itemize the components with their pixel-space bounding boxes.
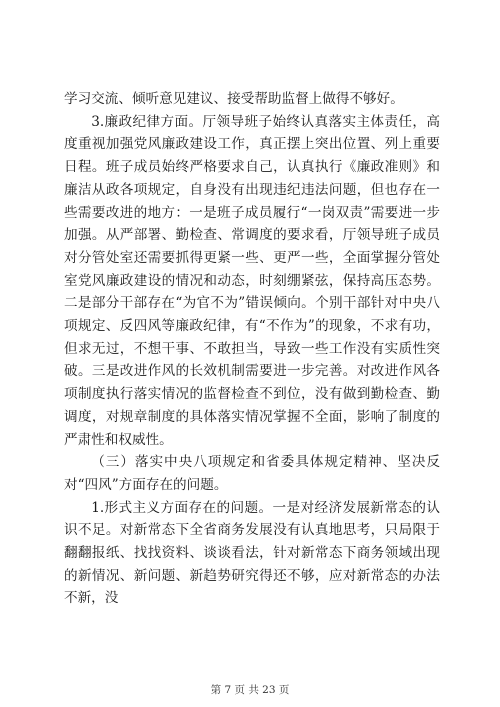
- paragraph-section-heading: （三）落实中央八项规定和省委具体规定精神、坚决反对“四风”方面存在的问题。: [64, 454, 440, 493]
- body-text: [64, 88, 440, 610]
- paragraph-discipline: 3.廉政纪律方面。厅领导班子始终认真落实主体责任，高度重视加强党风廉政建设工作，真正摆上突出位置、列上重要日程。班子成员始终严格要求自己，认真执行《廉政准则》和廉洁从政各项规定，自身没有出现违纪违法问题，但也存在一些需要改进的地方：一是班子成员履行“一岗双责”需要进一步加强。从严部署、勤检查、常调度的要求看，厅领导班子成员对分管处室还需要抓得更紧一些、更严一些，全面掌握分管处室党风廉政建设的情况和动态，时刻绷紧弦，保持高压态势。二是部分干部存在“为官不为”错误倾向。个别干部针对中央八项规定、反四风等廉政纪律，有“不作为”的现象，不求有功，但求无过，不想干事、不敢担当，导致一些工作没有实质性突破。三是改进作风的长效机制需要进一步完善。对改进作风各项制度执行落实情况的监督检查不到位，没有做到勤检查、勤调度，对规章制度的具体落实情况掌握不全面，影响了制度的严肃性和权威性。: [64, 113, 440, 448]
- paragraph-formalism: 1.形式主义方面存在的问题。一是对经济发展新常态的认识不足。对新常态下全省商务发展没有认真地思考，只局限于翻翻报纸、找找资料、谈谈看法，针对新常态下商务领域出现的新情况、新问题、新趋势研究得还不够，应对新常态的办法不新，没: [64, 499, 440, 607]
- page-footer: 第 7 页 共 23 页: [210, 684, 290, 696]
- paragraph-continuation: 学习交流、倾听意见建议、接受帮助监督上做得不够好。: [64, 91, 404, 107]
